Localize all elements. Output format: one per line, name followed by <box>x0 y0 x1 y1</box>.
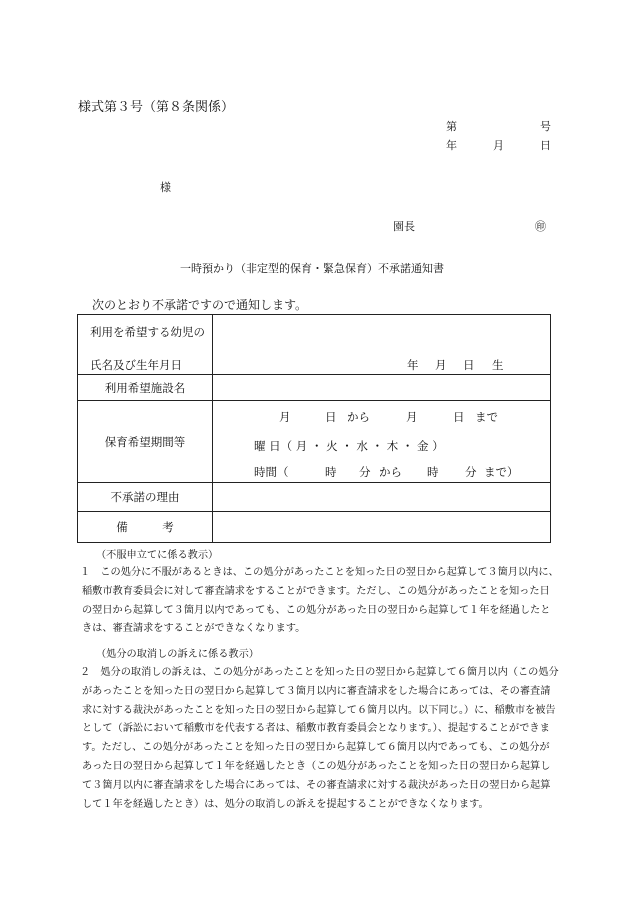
period-value-cell <box>213 401 551 483</box>
child-label-line1: 利用を希望する幼児の <box>90 325 205 339</box>
table-row-child <box>78 315 551 375</box>
doc-number-suffix: 号 <box>540 120 551 133</box>
lawsuit-line: して１年を経過したとき）は、処分の取消しの訴えを提起することができなくなります。 <box>82 798 489 810</box>
child-label-line2: 氏名及び生年月日 <box>90 358 182 372</box>
time-to: まで） <box>484 465 519 479</box>
facility-label: 利用希望施設名 <box>78 375 213 401</box>
child-label-cell <box>78 315 213 375</box>
table-row-reason <box>78 483 551 512</box>
reason-label: 不承諾の理由 <box>78 483 213 512</box>
document-title: 一時預かり（非定型的保育・緊急保育）不承諾通知書 <box>180 262 444 275</box>
appeal-line: の翌日から起算して３箇月以内であっても、この処分があった日の翌日から起算して１年を経過したと <box>82 604 551 616</box>
principal-title: 園長 <box>393 220 415 233</box>
appeal-line: きは、審査請求をすることができなくなります。 <box>82 623 306 635</box>
birth-year: 年 <box>407 358 419 372</box>
appeal-line: 稲敷市教育委員会に対して審査請求をすることができます。ただし、この処分があったことを知った日 <box>82 585 550 597</box>
period-label: 保育希望期間等 <box>78 401 213 483</box>
form-number: 様式第３号（第８条関係） <box>78 100 235 115</box>
period-to-month: 月 <box>406 410 418 424</box>
table-row-period <box>78 401 551 483</box>
period-from: から <box>347 410 370 424</box>
appeal-paragraph <box>80 564 559 639</box>
lawsuit-line: 求に対する裁決があったことを知った日の翌日から起算して６箇月以内。以下同じ。）に、稲敷市を被告 <box>82 704 556 716</box>
date-month: 月 <box>493 139 504 152</box>
time-min2: 分 <box>465 465 477 479</box>
table-row-remarks <box>78 512 551 543</box>
birth-month: 月 <box>435 358 447 372</box>
date-year: 年 <box>446 139 457 152</box>
birth-day: 日 <box>463 358 475 372</box>
lawsuit-line: あった日の翌日から起算して１年を経過したとき（この処分があったことを知った日の翌日から起算し <box>82 760 551 772</box>
lawsuit-line: ２ 処分の取消しの訴えは、この処分があったことを知った日の翌日から起算して６箇月以内（この処分 <box>80 667 559 678</box>
time-hour2: 時 <box>427 465 439 479</box>
doc-number-prefix: 第 <box>446 120 457 133</box>
weekday-line: 曜 日（ 月 ・ 火 ・ 水 ・ 木 ・ 金 ） <box>254 439 444 453</box>
lawsuit-line: として（訴訟において稲敷市を代表する者は、稲敷市教育委員会となります。）、提起することができま <box>82 723 550 735</box>
time-label: 時間（ <box>254 465 289 479</box>
addressee-suffix: 様 <box>160 181 171 194</box>
appeal-line: １ この処分に不服があるときは、この処分があったことを知った日の翌日から起算して３箇月以内に、 <box>80 567 559 578</box>
lawsuit-heading: （処分の取消しの訴えに係る教示） <box>96 649 259 660</box>
lawsuit-line: す。ただし、この処分があったことを知った日の翌日から起算して６箇月以内であっても、この処分が <box>82 742 550 754</box>
remarks-value-cell <box>213 512 551 543</box>
remarks-label: 備 考 <box>78 512 213 543</box>
date-day: 日 <box>540 139 551 152</box>
period-from-day: 日 <box>325 410 337 424</box>
period-to-day: 日 <box>453 410 465 424</box>
time-min1: 分 <box>359 465 371 479</box>
child-value-cell <box>213 315 551 375</box>
facility-value-cell <box>213 375 551 401</box>
seal-mark: ㊞ <box>535 220 546 233</box>
lawsuit-paragraph <box>80 664 559 814</box>
period-from-month: 月 <box>279 410 291 424</box>
time-from: から <box>379 465 402 479</box>
appeal-heading: （不服申立てに係る教示） <box>96 550 219 561</box>
period-to: まで <box>475 410 498 424</box>
lawsuit-line: があったことを知った日の翌日から起算して３箇月以内に審査請求をした場合にあっては、その審査請 <box>82 685 551 697</box>
intro-text: 次のとおり不承諾ですので通知します。 <box>92 298 308 312</box>
time-hour1: 時 <box>325 465 337 479</box>
lawsuit-line: て３箇月以内に審査請求をした場合にあっては、その審査請求に対する裁決があった日の翌日から起算 <box>82 779 551 791</box>
table-row-facility <box>78 375 551 401</box>
reason-value-cell <box>213 483 551 512</box>
birth-suffix: 生 <box>492 358 504 372</box>
notice-table <box>77 314 551 543</box>
